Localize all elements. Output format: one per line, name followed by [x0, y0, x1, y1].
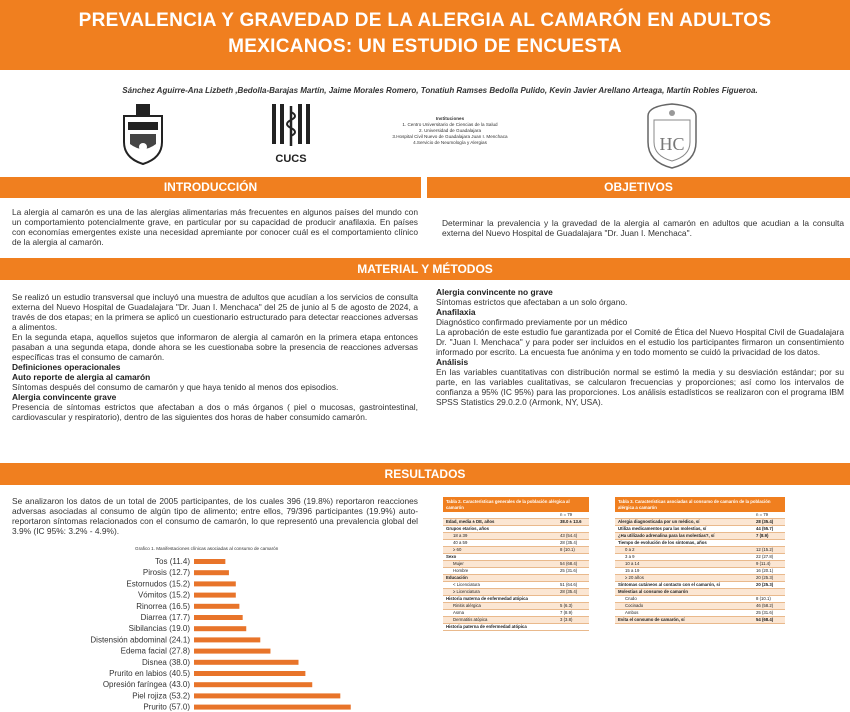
tabla-2-title: Tabla 2. Características generales de la población alérgica al camarón [443, 497, 589, 512]
cell-value: 22 (27.8) [756, 554, 774, 559]
cell-label: Evita el consumo de camarón, sí [618, 617, 685, 622]
cell-label: Hombre [453, 568, 469, 573]
cell-value: 9 (11.4) [756, 561, 771, 566]
cell-label: Dermatitis atópica [453, 617, 488, 622]
cell-value: 43 (54.4) [560, 533, 578, 538]
cell-label: Grupos etarios, años [446, 526, 489, 531]
bar-label: Estornudos (15.2) [126, 579, 190, 589]
cell-label: Educación [446, 575, 468, 580]
etica-text: La aprobación de este estudio fue garantizada por el Comité de Ética del Nuevo Hospital Civil de Guadalajara Dr. "Juan I. Menchaca" y para poder ser incluidos en el estudio los participantes firmaron un consentimiento informado por escrito. La encuesta fue anónima y en todo momento se cuidó la privacidad de los datos. [436, 327, 844, 357]
poster-title [0, 0, 850, 70]
cell-value: 28 (35.4) [560, 540, 578, 545]
table2-row [443, 519, 589, 526]
table2-row [443, 575, 589, 582]
bar-label: Distensión abdominal (24.1) [90, 635, 190, 645]
table3-row [615, 603, 785, 610]
cell-label: Mujer [453, 561, 464, 566]
table2-row [443, 617, 589, 624]
table3-row [615, 610, 785, 617]
cell-label: ≥ 60 [453, 547, 462, 552]
cell-label: Rinitis alérgica [453, 603, 481, 608]
cell-value: 8 (10.1) [560, 547, 575, 552]
cell-value [756, 540, 782, 546]
bar [194, 660, 299, 665]
table3-row [615, 526, 785, 533]
bar [194, 626, 246, 631]
bar [194, 671, 305, 676]
table2-row [443, 540, 589, 547]
table3-row [615, 589, 785, 596]
cucs-logo [268, 104, 314, 166]
bar-label: Vómitos (15.2) [137, 590, 190, 600]
bar-label: Edema facial (27.8) [120, 646, 190, 656]
cell-label: Historia paterna de enfermedad atópica [446, 624, 527, 629]
tabla-3 [615, 497, 785, 624]
table2-row [443, 554, 589, 561]
table3-row [615, 575, 785, 582]
cell-label: Alergia diagnosticada por un médico, sí [618, 519, 700, 524]
cell-label: Asma [453, 610, 464, 615]
table3-row [615, 533, 785, 540]
bar [194, 604, 239, 609]
table2-row [443, 596, 589, 603]
cell-value: 16 (20.1) [756, 568, 774, 573]
resultados-header: RESULTADOS [0, 463, 850, 485]
analisis-heading: Análisis [436, 357, 469, 367]
cell-label: Sexo [446, 554, 457, 559]
metodos-p2: En la segunda etapa, aquellos sujetos que informaron de alergia al camarón en la primera etapa entonces pasaban a una segunda etapa, donde ahora se les cuestionaba sobre la presencia de reacciones adversas específicas tras el consumo de camarón. [12, 332, 418, 362]
introduccion-header: INTRODUCCIÓN [0, 177, 421, 198]
table2-row [443, 512, 589, 519]
tabla-3-title: Tabla 3. Características asociadas al consumo de camarón de la población alérgica a camarón [615, 497, 785, 512]
table3-row [615, 519, 785, 526]
cell-value: 28 (35.4) [756, 519, 774, 524]
cell-value: 7 (8.9) [756, 533, 769, 538]
bar [194, 615, 243, 620]
table3-row [615, 554, 785, 561]
table3-row [615, 596, 785, 603]
no-grave-text: Síntomas estrictos que afectaban a un solo órgano. [436, 297, 628, 307]
table2-row [443, 533, 589, 540]
auto-reporte-text: Síntomas después del consumo de camarón y que haya tenido al menos dos episodios. [12, 382, 339, 392]
bar-label: Prurito en labios (40.5) [109, 669, 190, 678]
cell-value [560, 596, 586, 602]
cell-value: 20 (25.3) [756, 575, 774, 580]
analisis-text: En las variables cuantitativas con distribución normal se estimó la media y su desviación estándar; por su parte, en las variables cualitativas, se calcularon frecuencias y proporciones; así como los intervalos de confianza a 95% (IC 95%) para las proporciones. Los análisis estadísticos se realizaron con el programa IBM SPSS Statistics 29.0.2.0 (Armonk, NY, USA). [436, 367, 844, 407]
anafilaxia-text: Diagnóstico confirmado previamente por un médico [436, 317, 628, 327]
bar-label: Piel rojiza (53.2) [132, 691, 190, 701]
tabla-2 [443, 497, 589, 631]
cell-label: 18 a 39 [453, 533, 468, 538]
bar-label: Opresión faríngea (43.0) [102, 680, 190, 690]
bar [194, 682, 312, 687]
bar [194, 559, 225, 564]
resultados-text: Se analizaron los datos de un total de 2005 participantes, de los cuales 396 (19.8%) reportaron reacciones adversas asociadas al consumo de algún tipo de alimento; entre ellos, 79/396 participantes (19.9%) auto-reportaron síntomas relacionados con el consumo de camarón, lo que representó una prevalencia global del 3.9% (IC 95%: 3.2% - 4.9%). [12, 496, 418, 536]
table2-row [443, 568, 589, 575]
bar [194, 705, 351, 710]
cell-label: ¿Ha utilizado adrenalina para las molestias?, sí [618, 533, 715, 538]
objetivos-text: Determinar la prevalencia y la gravedad de la alergia al camarón en adultos que acudian a la consulta externa del Nuevo Hospital de Guadalajara "Dr. Juan I. Menchaca". [442, 218, 844, 238]
no-grave-heading: Alergia convincente no grave [436, 287, 553, 297]
table2-row [443, 603, 589, 610]
institution-4: 4.Servicio de Neumología y Alergias [413, 140, 487, 145]
institutions-block [370, 116, 530, 146]
cell-value: 44 (55.7) [756, 526, 774, 531]
cell-value [560, 624, 586, 630]
cell-label: 40 a 59 [453, 540, 468, 545]
cell-value: 20 (25.3) [756, 582, 774, 587]
cell-value: 7 (8.9) [560, 610, 573, 615]
cell-label: < Licenciatura [453, 582, 480, 587]
bar [194, 570, 229, 575]
bar [194, 581, 236, 586]
metodos-right-column [436, 287, 844, 407]
bar-label: Pirosis (12.7) [142, 568, 190, 578]
auto-reporte-heading: Auto reporte de alergia al camarón [12, 372, 151, 382]
cell-label: Síntomas cutáneos al contacto con el camarón, sí [618, 582, 720, 587]
cell-value: 54 (68.4) [756, 617, 774, 622]
table2-row [443, 561, 589, 568]
cell-label: ≥ Licenciatura [453, 589, 480, 594]
table3-row [615, 617, 785, 624]
cell-label: Cocinado [625, 603, 644, 608]
cell-value [756, 589, 782, 595]
cell-label: 0 a 2 [625, 547, 635, 552]
institution-2: 2. Universidad de Guadalajara [418, 128, 482, 133]
cell-label: Utiliza medicamentos para las molestias, sí [618, 526, 707, 531]
cell-value: 54 (68.4) [560, 561, 578, 566]
cell-value: 8 (10.1) [756, 596, 771, 601]
table2-row [443, 526, 589, 533]
table3-row [615, 540, 785, 547]
grave-text: Presencia de síntomas estrictos que afectaban a dos o más órganos ( piel o mucosas, gastrointestinal, cardiovascular y respiratorio), dentro de las siguientes dos horas de haber consumido camarón. [12, 402, 418, 422]
anafilaxia-heading: Anafilaxia [436, 307, 476, 317]
table3-row [615, 547, 785, 554]
bar-label: Diarrea (17.7) [140, 613, 190, 622]
table2-row [443, 582, 589, 589]
cell-value: 38.0 ± 13.6 [560, 519, 582, 524]
institution-1: 1. Centro Universitario de Ciencias de la Salud [402, 122, 498, 127]
bar [194, 649, 270, 654]
bar-label: Prurito (57.0) [143, 702, 190, 712]
cell-label: Historia materna de enfermedad atópica [446, 596, 528, 601]
cell-label: 15 a 19 [625, 568, 640, 573]
chart-title: Grafico 1. Manifestaciones clínicas asociadas al consumo de camarón [135, 546, 279, 551]
cell-label: ≥ 20 años [625, 575, 644, 580]
manifestaciones-bar-chart [60, 553, 360, 712]
cell-value [560, 554, 586, 560]
bar [194, 693, 340, 698]
table3-row [615, 512, 785, 519]
table2-row [443, 547, 589, 554]
cell-value: n = 79 [756, 512, 769, 517]
bar-label: Rinorrea (16.5) [136, 601, 190, 611]
definiciones-heading: Definiciones operacionales [12, 362, 121, 372]
table3-row [615, 582, 785, 589]
table3-row [615, 568, 785, 575]
cell-value: 28 (35.4) [560, 589, 578, 594]
table2-row [443, 589, 589, 596]
cell-label: Tiempo de evolución de los síntomas, años [618, 540, 707, 545]
hc-logo-text: HC [659, 134, 685, 154]
table3-row [615, 561, 785, 568]
cell-value: 25 (31.6) [756, 610, 774, 615]
udg-seal-logo [118, 102, 168, 166]
cell-label: Crudo [625, 596, 637, 601]
cell-label: Ambos [625, 610, 639, 615]
cell-value: 5 (6.3) [560, 603, 573, 608]
institution-3: 3.Hospital Civil Nuevo de Guadalajara Juan I. Menchaca [392, 134, 508, 139]
institutions-title: Instituciones [435, 116, 465, 121]
table2-row [443, 624, 589, 631]
introduccion-text: La alergia al camarón es una de las alergias alimentarias más frecuentes en algunos países del mundo con un comportamiento potencialmente grave, en particular por su capacidad de producir anafilaxia. En países con economías emergentes existe una necesidad apremiante por conocer cuál es el comportamiento clínico de la alergia al camarón. [12, 207, 418, 247]
cell-label: Edad, media ± DE, años [446, 519, 495, 524]
hospital-civil-logo [640, 100, 704, 170]
bar [194, 637, 260, 642]
title-line-2: MEXICANOS: UN ESTUDIO DE ENCUESTA [228, 36, 622, 57]
bar-label: Tos (11.4) [155, 557, 190, 566]
author-list: Sánchez Aguirre-Ana Lizbeth ,Bedolla-Barajas Martín, Jaime Morales Romero, Tonatiuh Ramses Bedolla Pulido, Kevin Javier Arellano Arteaga, Martín Robles Figueroa. [122, 86, 758, 95]
objetivos-header: OBJETIVOS [427, 177, 850, 198]
metodos-left-column [12, 292, 418, 422]
cell-value [560, 526, 586, 532]
bar [194, 593, 236, 598]
metodos-header: MATERIAL Y MÉTODOS [0, 258, 850, 280]
cell-value: n = 79 [560, 512, 573, 517]
table2-row [443, 610, 589, 617]
title-line-1: PREVALENCIA Y GRAVEDAD DE LA ALERGIA AL CAMARÓN EN ADULTOS [78, 10, 772, 31]
cell-label: Molestias al consumo de camarón [618, 589, 688, 594]
grave-heading: Alergia convincente grave [12, 392, 117, 402]
cell-value [560, 575, 586, 581]
cell-label: 3 a 9 [625, 554, 635, 559]
bar-label: Disnea (38.0) [141, 657, 190, 667]
cell-value: 3 (3.8) [560, 617, 573, 622]
metodos-p1: Se realizó un estudio transversal que incluyó una muestra de adultos que acudían a los servicios de consulta externa del Nuevo Hospital de Guadalajara "Dr. Juan I. Menchaca" del 25 de junio al 5 de agosto de 2024, a través de dos etapas; en la primera se aplicó un cuestionario estructurado para detectar reacciones adversas a alimentos. [12, 292, 418, 332]
cell-value: 51 (64.6) [560, 582, 578, 587]
cucs-logo-text: CUCS [275, 153, 307, 165]
cell-value: 12 (15.2) [756, 547, 774, 552]
bar-label: Sibilancias (19.0) [128, 624, 190, 634]
cell-value: 25 (31.6) [560, 568, 578, 573]
cell-value: 46 (58.2) [756, 603, 774, 608]
cell-label: 10 a 14 [625, 561, 640, 566]
